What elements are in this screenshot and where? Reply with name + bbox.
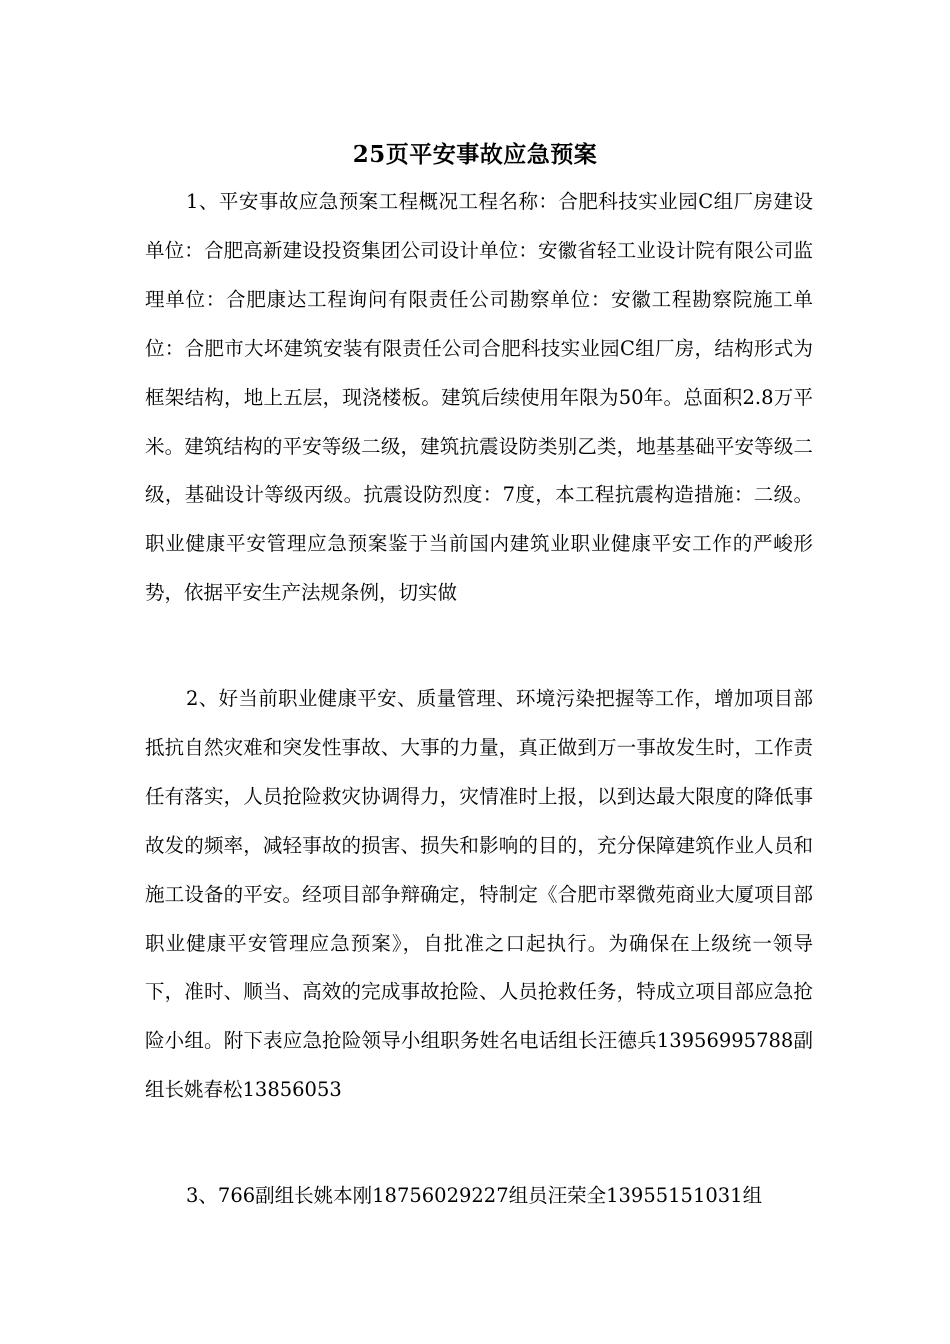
paragraph-3: 3、766副组长姚本刚18756029227组员汪荣全13955151031组 (186, 1184, 763, 1207)
paragraph-1: 1、平安事故应急预案工程概况工程名称：合肥科技实业园C组厂房建设单位：合肥高新建设投资集团公司设计单位：安徽省轻工业设计院有限公司监理单位：合肥康达工程询问有限责任公司勘察单位：安徽工程勘察院施工单位：合肥市大坏建筑安装有限责任公司合肥科技实业园C组厂房，结构形式为框架结构，地上五层，现浇楼板。建筑后续使用年限为50年。总面积2.8万平米。建筑结构的平安等级二级，建筑抗震设防类别乙类，地基基础平安等级二级，基础设计等级丙级。抗震设防烈度：7度，本工程抗震构造措施：二级。职业健康平安管理应急预案鉴于当前国内建筑业职业健康平安工作的严峻形势，依据平安生产法规条例，切实做 (145, 190, 813, 605)
document-title: 25页平安事故应急预案 (352, 141, 598, 168)
paragraph-2: 2、好当前职业健康平安、质量管理、环境污染把握等工作，增加项目部抵抗自然灾难和突发性事故、大事的力量，真正做到万一事故发生时，工作责任有落实，人员抢险救灾协调得力，灾情准时上报，以到达最大限度的降低事故发的频率，减轻事故的损害、损失和影响的目的，充分保障建筑作业人员和施工设备的平安。经项目部争辩确定，特制定《合肥市翠微苑商业大厦项目部职业健康平安管理应急预案》，自批准之口起执行。为确保在上级统一领导下，准时、顺当、高效的完成事故抢险、人员抢救任务，特成立项目部应急抢险小组。附下表应急抢险领导小组职务姓名电话组长汪德兵13956995788副组长姚春松13856053 (145, 687, 813, 1102)
